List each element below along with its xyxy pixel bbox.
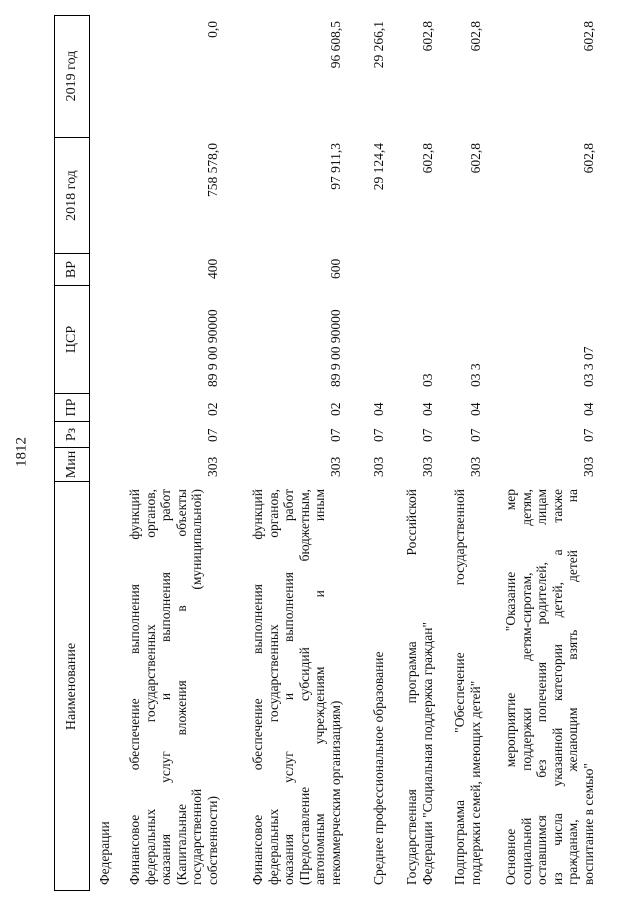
cell-csr: 03 3 07 <box>580 346 596 387</box>
cell-min: 303 <box>204 456 220 477</box>
cell-y2018: 29 124,4 <box>371 143 386 191</box>
cell-csr: 89 9 00 90000 <box>327 309 343 387</box>
row-name-line: некоммерческим организациям) <box>327 700 343 885</box>
row-name-line: Основное мероприятие "Оказание мер <box>503 489 518 885</box>
cell-y2019: 602,8 <box>580 21 596 52</box>
row-name-line: социальной поддержки детям-сиротам, детям, <box>518 489 534 885</box>
cell-rz: 07 <box>371 428 386 442</box>
cell-pr: 02 <box>327 402 343 416</box>
row-name-line: Государственная программа Российской <box>404 489 419 885</box>
row-name-line: государственной (муниципальной) <box>189 489 204 885</box>
cell-csr: 03 3 <box>467 363 483 387</box>
cell-vr: 400 <box>204 258 220 279</box>
cell-min: 303 <box>580 456 596 477</box>
row-name-line: оказания услуг и выполнения работ <box>158 489 173 885</box>
cell-pr: 04 <box>371 402 386 416</box>
col-header-name: Наименование <box>54 481 90 891</box>
cell-y2019: 96 608,5 <box>327 21 343 69</box>
cell-y2018: 602,8 <box>419 143 435 174</box>
row-name-line: гражданам, желающим взять детей на <box>565 489 580 885</box>
row-name-line: федеральных государственных органов, <box>142 489 158 885</box>
cell-y2019: 602,8 <box>467 21 483 52</box>
row-name-line: (Предоставление субсидий бюджетным, <box>296 489 312 885</box>
cell-rz: 07 <box>419 428 435 442</box>
cell-vr: 600 <box>327 258 343 279</box>
cell-y2018: 602,8 <box>467 143 483 174</box>
row-name-line: автономным учреждениям и иным <box>312 489 327 885</box>
col-header-rz: Рз <box>54 421 90 447</box>
col-header-2018: 2018 год <box>54 137 90 253</box>
row-name-line: Финансовое обеспечение выполнения функций <box>127 489 142 885</box>
row-name-line: (Капитальные вложения в объекты <box>173 489 189 885</box>
cell-pr: 04 <box>467 402 483 416</box>
row-name <box>250 489 343 885</box>
row-name <box>503 489 596 885</box>
row-name-line: Среднее профессиональное образование <box>371 651 386 885</box>
row-name-line: из числа указанной категории детей, а также <box>549 489 565 885</box>
row-name-line: оставшимся без попечения родителей, лицам <box>534 489 549 885</box>
cell-y2018: 602,8 <box>580 143 596 174</box>
row-name <box>452 489 483 885</box>
cell-y2019: 602,8 <box>419 21 435 52</box>
cell-rz: 07 <box>580 428 596 442</box>
row-name-line: Федерации "Социальная поддержка граждан" <box>419 622 435 885</box>
row-name-line: федеральных государственных органов, <box>265 489 281 885</box>
cell-min: 303 <box>371 456 386 477</box>
cell-y2018: 97 911,3 <box>327 143 343 190</box>
row-name <box>371 489 387 885</box>
col-header-2019: 2019 год <box>64 50 79 102</box>
col-header-pr: ПР <box>54 393 90 421</box>
cell-csr: 89 9 00 90000 <box>204 309 220 387</box>
cell-y2018: 758 578,0 <box>204 143 220 197</box>
cell-rz: 07 <box>204 428 220 442</box>
row-name-line: Федерации <box>97 821 112 885</box>
cell-min: 303 <box>327 456 343 477</box>
row-name-line: поддержки семей, имеющих детей" <box>467 680 483 885</box>
col-header-csr: ЦСР <box>54 285 90 393</box>
row-name-line: воспитание в семью" <box>580 763 596 885</box>
row-name-line: оказания услуг и выполнения работ <box>281 489 296 885</box>
budget-table <box>54 15 627 891</box>
row-name-line: собственности) <box>204 796 220 885</box>
cell-csr: 03 <box>419 373 435 387</box>
row-name <box>127 489 220 885</box>
col-header-vr: ВР <box>54 253 90 285</box>
cell-pr: 04 <box>419 402 435 416</box>
col-header-min: Мин <box>54 447 90 481</box>
row-name <box>404 489 435 885</box>
cell-y2019: 29 266,1 <box>371 21 386 69</box>
cell-rz: 07 <box>327 428 343 442</box>
row-name <box>97 489 113 885</box>
cell-y2019: 0,0 <box>204 21 220 38</box>
cell-min: 303 <box>467 456 483 477</box>
cell-pr: 04 <box>580 402 596 416</box>
cell-rz: 07 <box>467 428 483 442</box>
cell-min: 303 <box>419 456 435 477</box>
page-number: 1812 <box>13 437 30 467</box>
cell-pr: 02 <box>204 402 220 416</box>
row-name-line: Подпрограмма "Обеспечение государственной <box>452 489 467 885</box>
row-name-line: Финансовое обеспечение выполнения функций <box>250 489 265 885</box>
